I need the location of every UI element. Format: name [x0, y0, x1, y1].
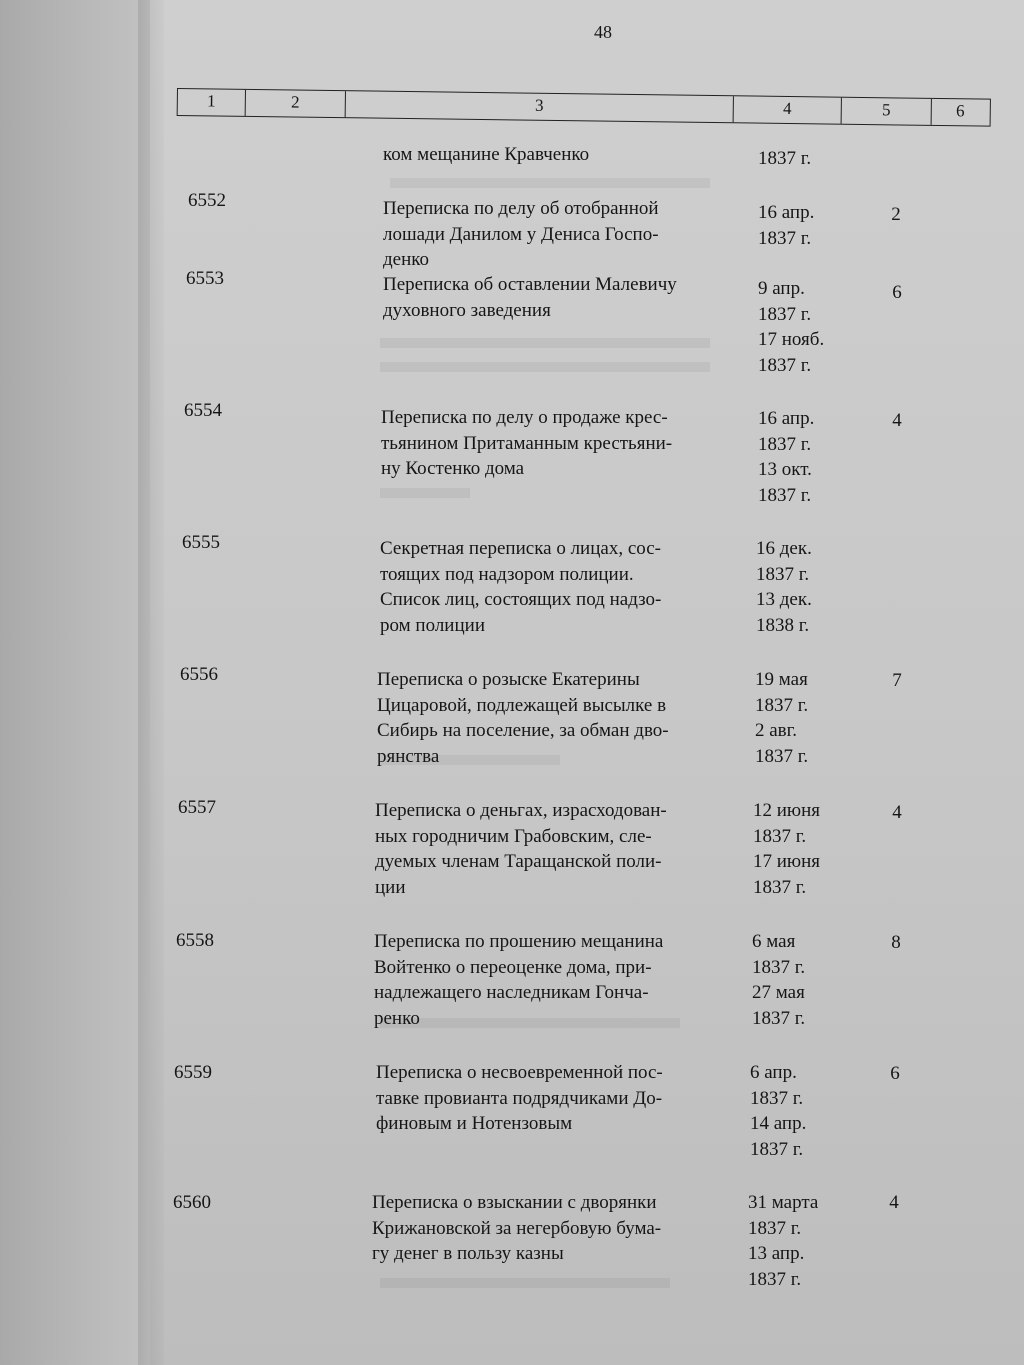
date-line: 19 мая — [755, 669, 808, 690]
title-line: духовного заведения — [383, 299, 551, 321]
title-line: гу денег в пользу казны — [372, 1243, 564, 1265]
entry-number: 6559 — [174, 1062, 212, 1083]
date-line: 17 июня — [753, 851, 821, 873]
column-header-4: 4 — [734, 96, 842, 123]
title-line: Переписка о розыске Екатерины — [377, 669, 640, 690]
date-line: 13 окт. — [758, 459, 812, 481]
date-line: 1837 г. — [756, 563, 810, 585]
entry-dates — [758, 276, 858, 378]
date-line: 6 мая — [752, 931, 796, 952]
entry-sheets: 4 — [889, 1192, 899, 1213]
date-line: 12 июня — [753, 800, 821, 821]
title-line: тоящих под надзором полиции. — [380, 563, 634, 585]
date-line: 16 апр. — [758, 202, 815, 223]
entry-dates — [748, 1190, 848, 1292]
entry-number: 6560 — [173, 1192, 211, 1213]
date-line: 27 мая — [752, 982, 805, 1004]
entry-sheets: 6 — [890, 1063, 900, 1084]
entry-sheets: 6 — [892, 282, 902, 303]
title-line: ну Костенко дома — [381, 458, 525, 480]
date-line: 31 марта — [748, 1192, 819, 1213]
entry-sheets: 4 — [892, 802, 902, 823]
column-header-5: 5 — [842, 98, 932, 125]
date-line: 1838 г. — [756, 614, 810, 636]
entry-title — [383, 196, 733, 273]
date-line: 6 апр. — [750, 1062, 797, 1083]
date-line: 1837 г. — [748, 1268, 802, 1290]
entry-number: 6554 — [184, 400, 222, 421]
title-line: Переписка о несвоевременной пос- — [376, 1062, 663, 1083]
date-line: 1837 г. — [758, 227, 812, 249]
date-line: 1837 г. — [758, 303, 812, 325]
date-line: 16 дек. — [756, 538, 812, 559]
date-line: 9 апр. — [758, 278, 805, 299]
entry-number: 6557 — [178, 797, 216, 818]
date-line: 1837 г. — [753, 876, 807, 898]
title-line: Переписка по делу о продаже крес- — [381, 407, 668, 428]
facing-page — [0, 0, 150, 1365]
entry-dates — [756, 536, 856, 638]
column-header-3: 3 — [346, 91, 734, 122]
entry-title — [372, 1190, 722, 1267]
entry-dates — [758, 200, 858, 251]
title-line: Список лиц, состоящих под надзо- — [380, 589, 662, 611]
title-line: Сибирь на поселение, за обман дво- — [377, 720, 669, 742]
title-line: лошади Данилом у Дениса Госпо- — [383, 223, 659, 245]
entry-number: 6553 — [186, 268, 224, 289]
date-line: 1837 г. — [758, 484, 812, 506]
column-header-2: 2 — [246, 90, 346, 117]
entry-title — [377, 667, 727, 769]
date-line: 1837 г. — [753, 825, 807, 847]
title-line: Секретная переписка о лицах, сос- — [380, 538, 661, 559]
date-line: 1837 г. — [752, 1007, 806, 1029]
page-number: 48 — [594, 22, 612, 42]
title-line: Крижановской за негербовую бума- — [372, 1217, 662, 1239]
title-line: ром полиции — [380, 614, 485, 636]
entry-title — [381, 405, 731, 482]
entry-title — [376, 1060, 726, 1137]
title-line: тавке провианта подрядчиками До- — [376, 1087, 663, 1109]
date-line: 17 нояб. — [758, 329, 825, 351]
title-line: Переписка о деньгах, израсходован- — [375, 800, 667, 821]
date-line: 1837 г. — [755, 745, 809, 767]
title-line: ных городничим Грабовским, сле- — [375, 825, 652, 847]
date-line: 1837 г. — [758, 354, 812, 376]
date-line: 1837 г. — [750, 1087, 804, 1109]
date-line: 16 апр. — [758, 408, 815, 429]
entry-sheets: 4 — [892, 410, 902, 431]
title-line: надлежащего наследникам Гонча- — [374, 982, 649, 1004]
date-line: 1837 г. — [752, 956, 806, 978]
entry-number: 6558 — [176, 930, 214, 951]
title-line: Войтенко о переоценке дома, при- — [374, 956, 652, 978]
entry-title — [380, 536, 730, 638]
continuation-title — [383, 142, 733, 168]
entry-dates — [758, 406, 858, 508]
title-line: дуемых членам Таращанской поли- — [375, 851, 662, 873]
date-line: 14 апр. — [750, 1113, 807, 1135]
entry-number: 6555 — [182, 532, 220, 553]
entry-dates — [755, 667, 855, 769]
entry-dates — [752, 929, 852, 1031]
entry-number: 6552 — [188, 190, 226, 211]
date-line: 13 апр. — [748, 1243, 805, 1265]
entry-sheets: 7 — [892, 670, 902, 691]
entry-sheets: 2 — [891, 204, 901, 225]
title-line: ции — [375, 876, 406, 898]
title-line: Переписка о взыскании с дворянки — [372, 1192, 657, 1213]
book-gutter — [138, 0, 164, 1365]
title-line: тьянином Притаманным крестьяни- — [381, 432, 673, 454]
title-line: Переписка об оставлении Малевичу — [383, 274, 677, 295]
continuation-dates — [758, 146, 858, 172]
title-line: Цицаровой, подлежащей высылке в — [377, 694, 667, 716]
title-line: Переписка по делу об отобранной — [383, 198, 659, 219]
entry-title — [383, 272, 733, 323]
column-header-1: 1 — [178, 89, 246, 116]
entry-title — [374, 929, 724, 1031]
date-line: 1837 г. — [748, 1217, 802, 1239]
entry-title — [375, 798, 725, 900]
date-line: 1837 г. — [758, 148, 812, 169]
date-line: 1837 г. — [755, 694, 809, 716]
entry-sheets: 8 — [891, 932, 901, 953]
column-header-6: 6 — [955, 101, 965, 121]
title-line: Переписка по прошению мещанина — [374, 931, 664, 952]
date-line: 13 дек. — [756, 589, 812, 611]
title-line: ком мещанине Кравченко — [383, 144, 590, 165]
date-line: 1837 г. — [758, 433, 812, 455]
title-line: рянства — [377, 745, 440, 767]
title-line: денко — [383, 249, 430, 271]
entry-dates — [750, 1060, 850, 1162]
title-line: ренко — [374, 1007, 420, 1029]
title-line: финовым и Нотензовым — [376, 1113, 573, 1135]
entry-dates — [753, 798, 853, 900]
entry-number: 6556 — [180, 664, 218, 685]
date-line: 2 авг. — [755, 720, 798, 742]
date-line: 1837 г. — [750, 1138, 804, 1160]
